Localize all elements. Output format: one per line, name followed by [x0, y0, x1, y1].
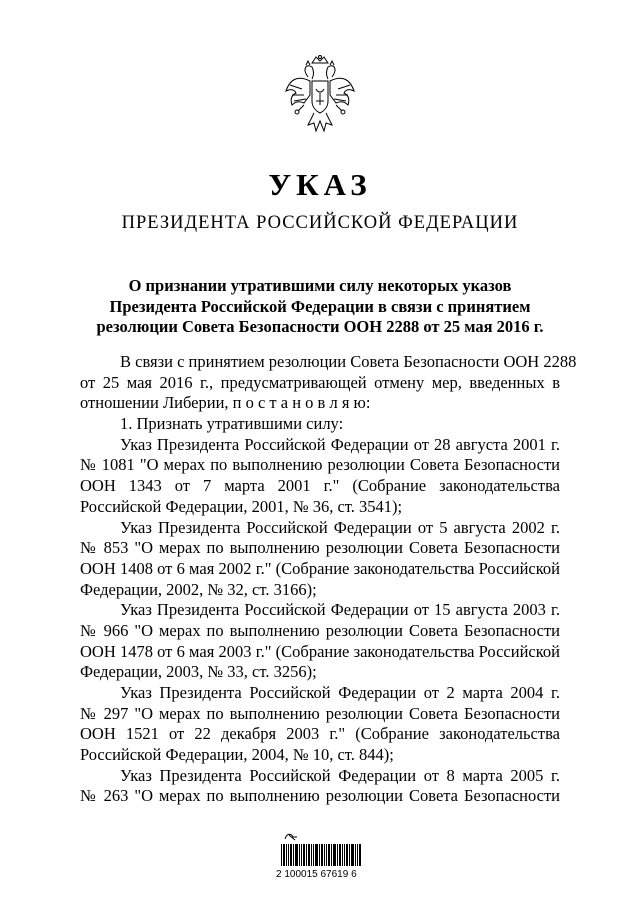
heading-line: Президента Российской Федерации в связи с принятием — [109, 296, 531, 316]
body-line: 1. Признать утратившими силу: — [120, 414, 344, 434]
document-subtitle: ПРЕЗИДЕНТА РОССИЙСКОЙ ФЕДЕРАЦИИ — [121, 213, 519, 233]
body-line: отношении Либерии, п о с т а н о в л я ю: — [80, 393, 371, 413]
barcode-number: 2 100015 67619 6 — [276, 869, 357, 880]
decree-heading — [80, 276, 560, 338]
document-title: УКАЗ — [268, 167, 372, 202]
decree-body — [80, 352, 577, 807]
body-line: Федерации, 2002, № 32, ст. 3166); — [80, 579, 317, 599]
body-line: Федерации, 2003, № 33, ст. 3256); — [80, 662, 317, 682]
body-line: Указ Президента Российской Федерации от 8 марта 2005 г. — [120, 765, 560, 785]
body-line: № 853 "О мерах по выполнению резолюции Совета Безопасности — [80, 538, 560, 558]
body-line: № 1081 "О мерах по выполнению резолюции Совета Безопасности — [80, 455, 560, 475]
body-line: № 297 "О мерах по выполнению резолюции Совета Безопасности — [80, 703, 560, 723]
body-line: Указ Президента Российской Федерации от 15 августа 2003 г. — [120, 600, 560, 620]
coat-of-arms-icon — [280, 55, 360, 141]
body-line: Указ Президента Российской Федерации от 5 августа 2002 г. — [120, 517, 560, 537]
body-line: Указ Президента Российской Федерации от 28 августа 2001 г. — [120, 434, 560, 454]
body-line: ООН 1478 от 6 мая 2003 г." (Собрание законодательства Российской — [80, 641, 560, 661]
body-line: Российской Федерации, 2004, № 10, ст. 844); — [80, 745, 394, 765]
body-line: Российской Федерации, 2001, № 36, ст. 3541); — [80, 496, 403, 516]
body-line: ООН 1343 от 7 марта 2001 г." (Собрание законодательства — [80, 476, 560, 496]
barcode-icon — [281, 844, 361, 866]
body-line: № 966 "О мерах по выполнению резолюции Совета Безопасности — [80, 620, 560, 640]
body-line: В связи с принятием резолюции Совета Безопасности ООН 2288 — [120, 352, 577, 371]
body-line: от 25 мая 2016 г., предусматривающей отмену мер, введенных в — [80, 372, 560, 392]
heading-line: О признании утратившими силу некоторых указов — [128, 276, 512, 295]
barcode-mark-icon — [283, 831, 299, 841]
body-line: № 263 "О мерах по выполнению резолюции Совета Безопасности — [80, 786, 560, 806]
heading-line: резолюции Совета Безопасности ООН 2288 от 25 мая 2016 г. — [96, 317, 544, 336]
body-line: ООН 1521 от 22 декабря 2003 г." (Собрание законодательства — [80, 724, 560, 744]
body-line: ООН 1408 от 6 мая 2002 г." (Собрание законодательства Российской — [80, 558, 560, 578]
body-line: Указ Президента Российской Федерации от 2 марта 2004 г. — [120, 683, 560, 702]
